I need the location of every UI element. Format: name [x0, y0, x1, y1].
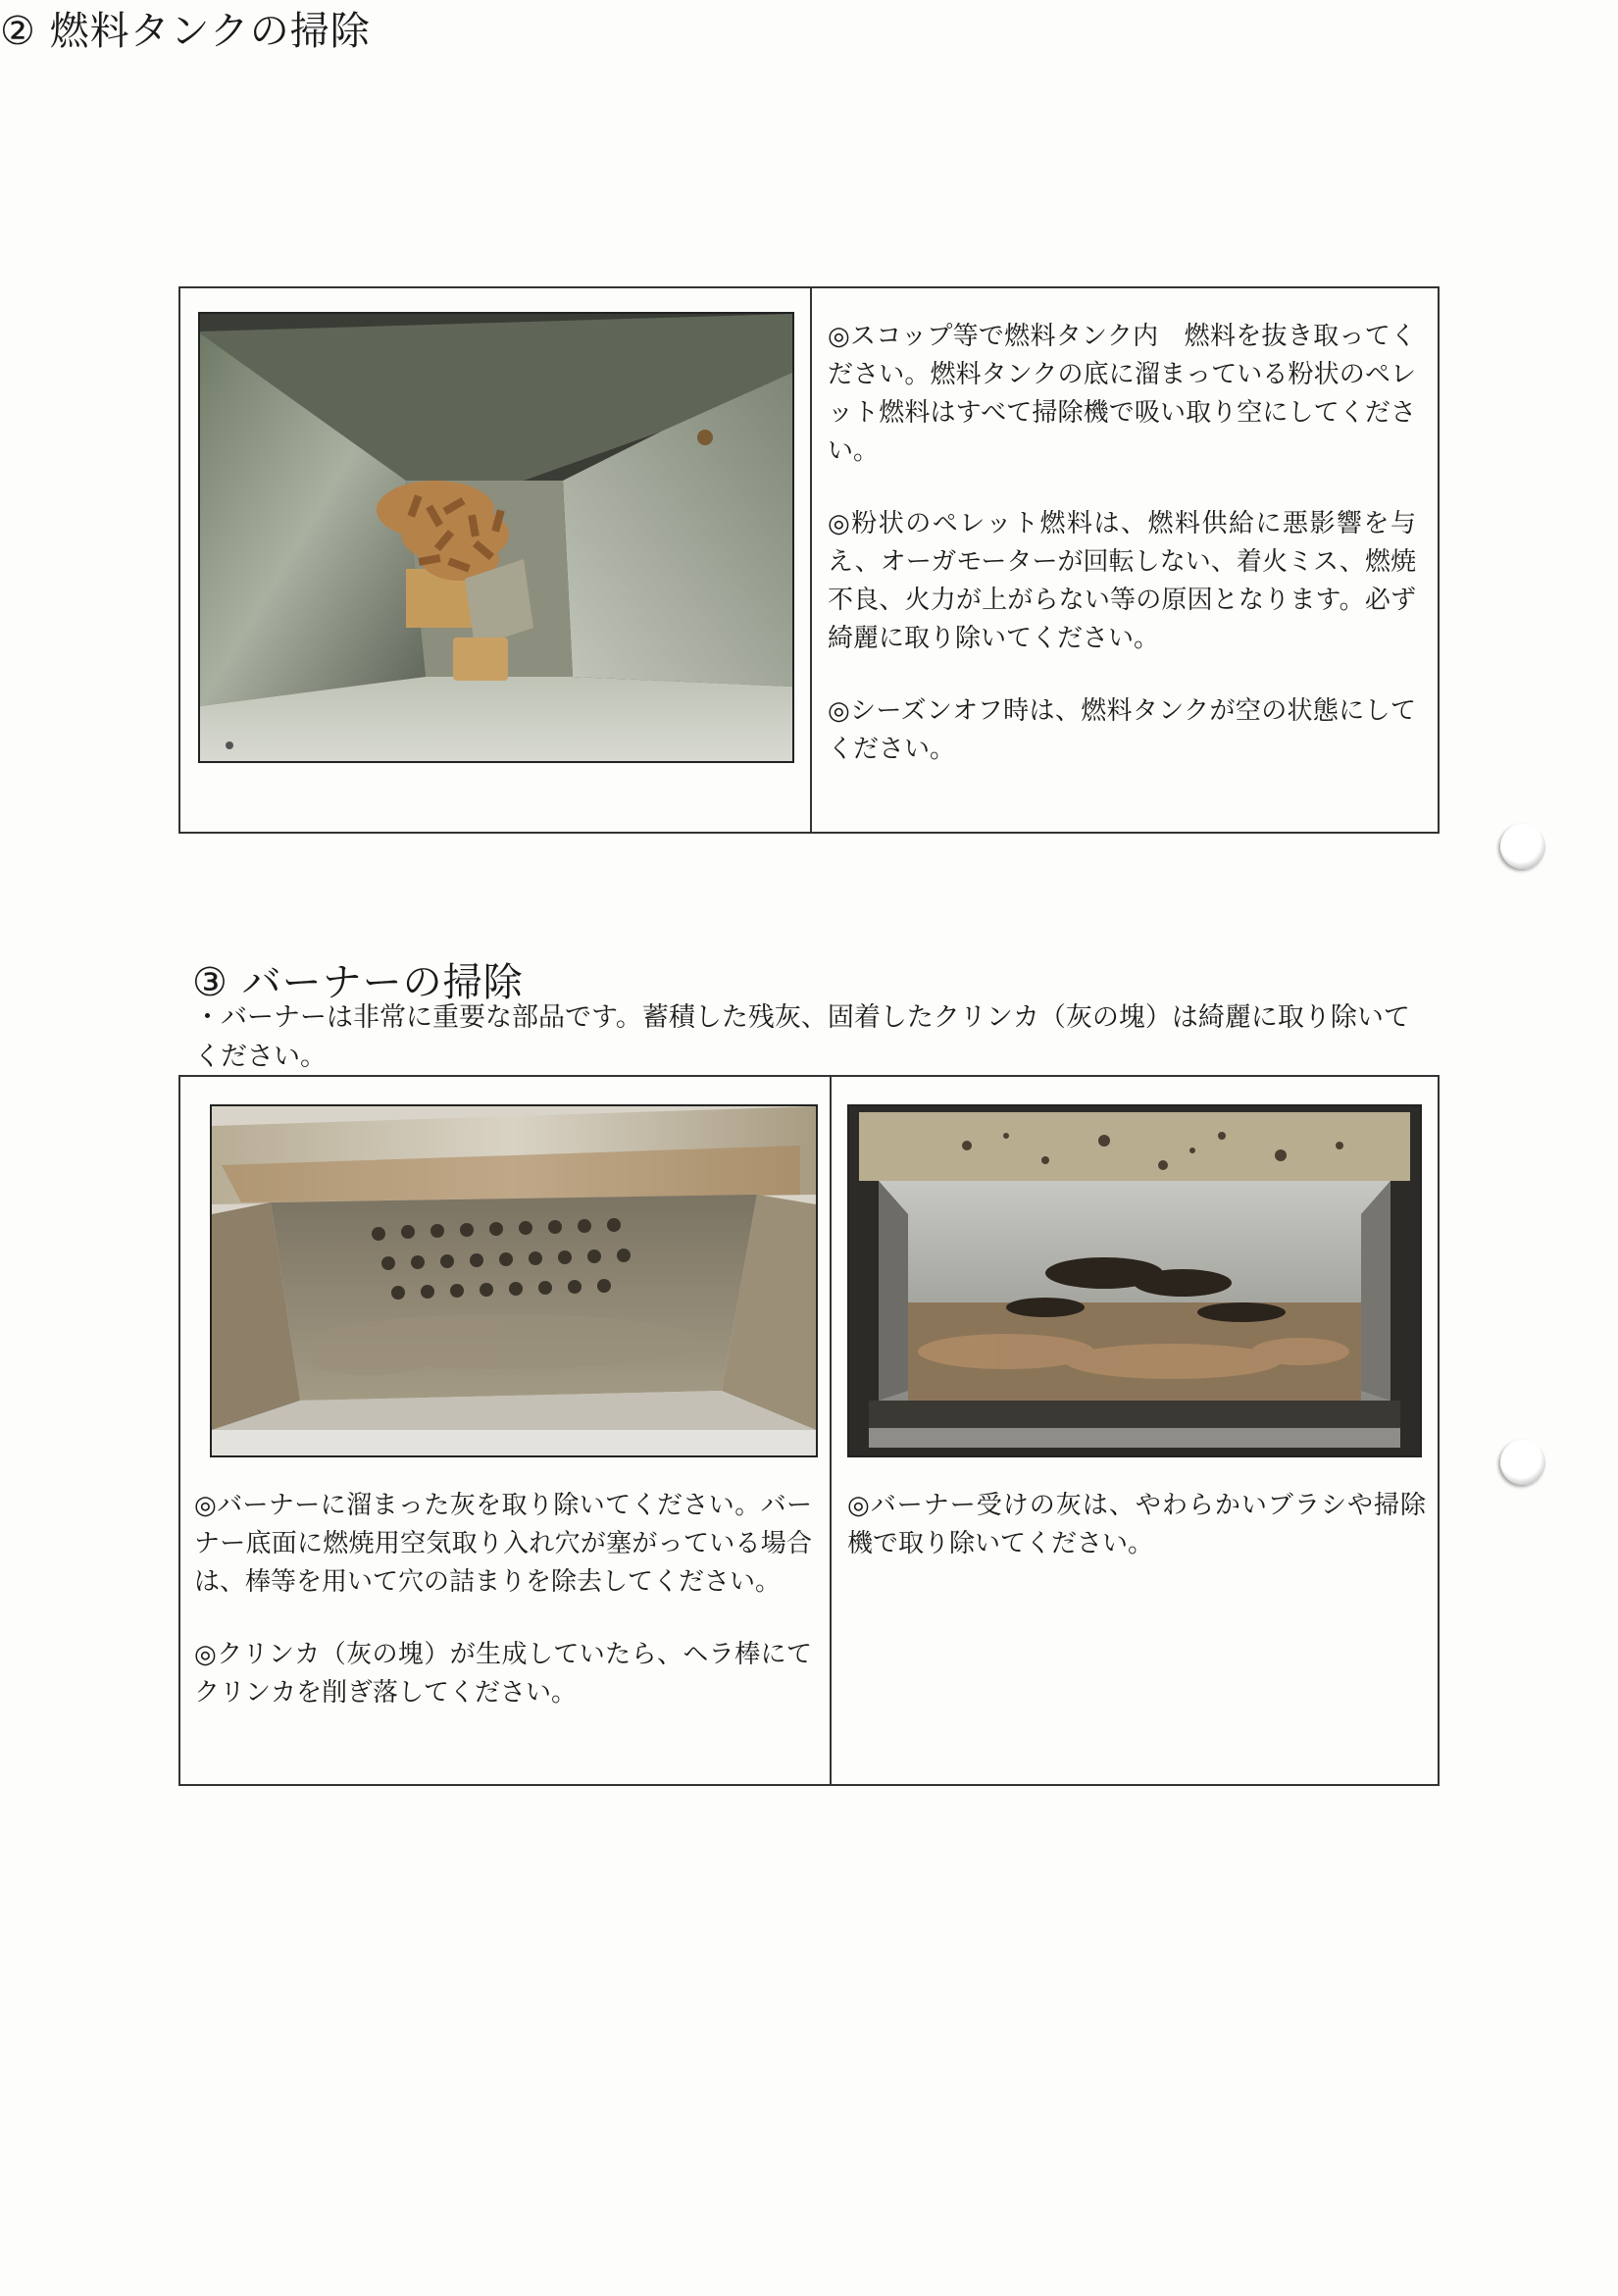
punch-hole [1500, 824, 1545, 869]
burner-table [178, 1075, 1440, 1786]
fuel-tank-instructions [828, 318, 1416, 803]
fuel-tank-photo [198, 312, 794, 763]
instruction-paragraph: ◎クリンカ（灰の塊）が生成していたら、ヘラ棒にてクリンカを削ぎ落してください。 [194, 1640, 812, 1708]
burner-instructions [194, 1487, 812, 1747]
section-3-intro: ・バーナーは非常に重要な部品です。蓄積した残灰、固着したクリンカ（灰の塊）は綺麗に取り除いてください。 [194, 1002, 1410, 1072]
table-divider [810, 288, 812, 832]
table-divider [830, 1077, 832, 1784]
burner-photo [210, 1104, 818, 1457]
instruction-paragraph: ◎バーナーに溜まった灰を取り除いてください。バーナー底面に燃焼用空気取り入れ穴が塞がっている場合は、棒等を用いて穴の詰まりを除去してください。 [194, 1491, 812, 1597]
instruction-paragraph: ◎粉状のペレット燃料は、燃料供給に悪影響を与え、オーガモーターが回転しない、着火ミス、燃焼不良、火力が上がらない等の原因となります。必ず綺麗に取り除いてください。 [828, 509, 1416, 653]
instruction-paragraph: ◎バーナー受けの灰は、やわらかいブラシや掃除機で取り除いてください。 [847, 1491, 1426, 1558]
section-2-title: ② 燃料タンクの掃除 [0, 9, 371, 54]
fuel-tank-table [178, 286, 1440, 834]
instruction-paragraph: ◎スコップ等で燃料タンク内 燃料を抜き取ってください。燃料タンクの底に溜まっている粉状のペレット燃料はすべて掃除機で吸い取り空にしてください。 [828, 322, 1416, 466]
burner-tray-photo [847, 1104, 1422, 1457]
burner-tray-instructions [847, 1487, 1426, 1598]
punch-hole [1500, 1440, 1545, 1485]
instruction-paragraph: ◎シーズンオフ時は、燃料タンクが空の状態にしてください。 [828, 696, 1416, 764]
section-3-title: ③ バーナーの掃除 [192, 960, 524, 1005]
